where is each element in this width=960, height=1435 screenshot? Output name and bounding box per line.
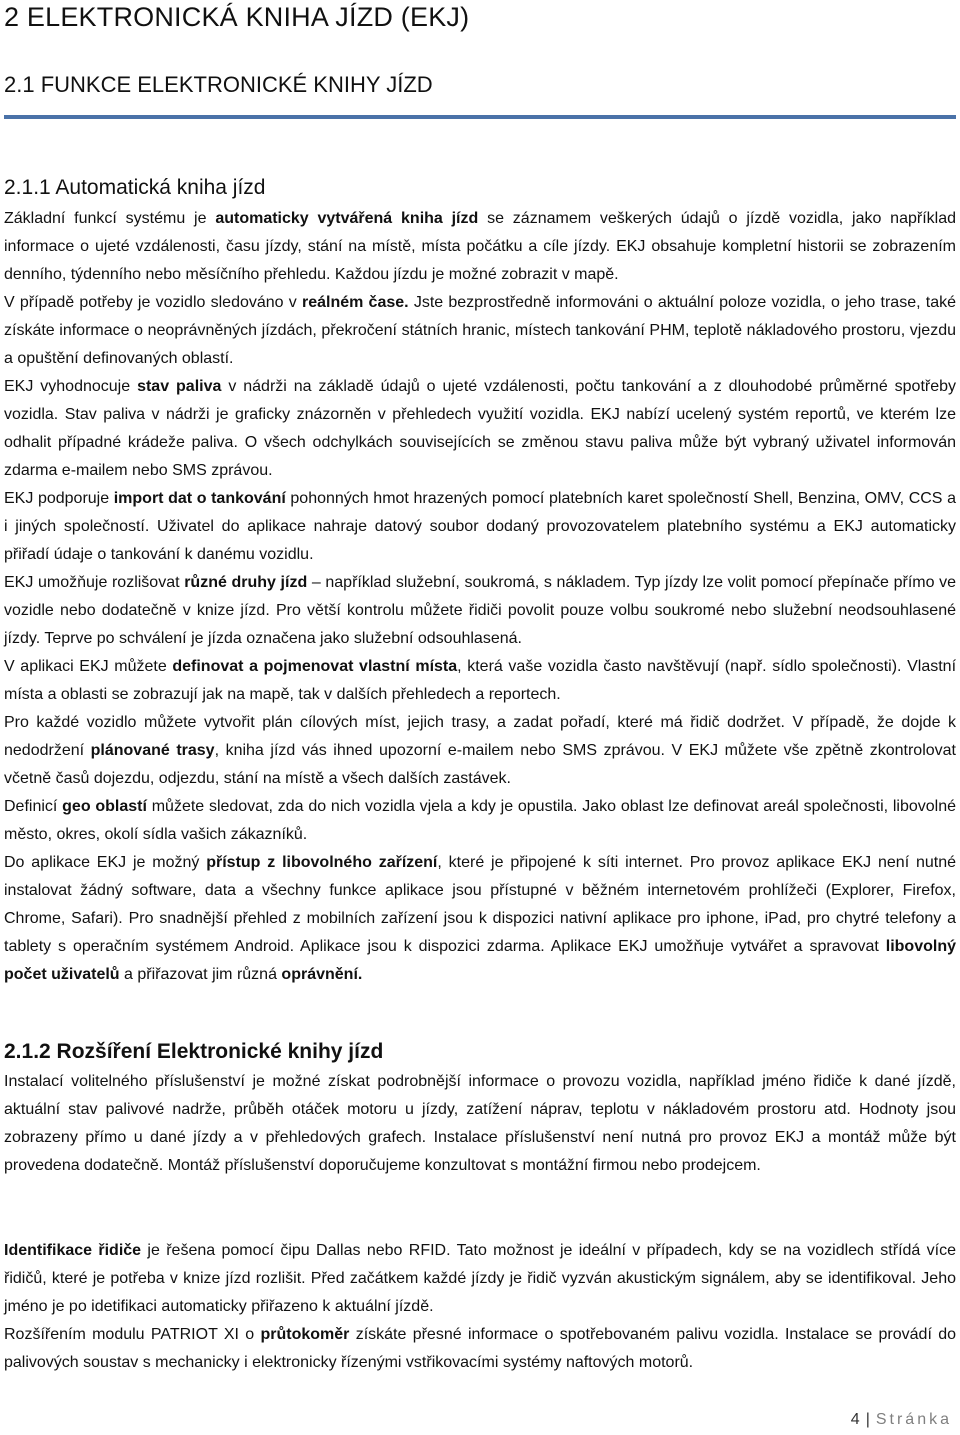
footer-separator: | [865,1411,870,1428]
paragraph [4,205,956,289]
emphasis: průtokoměr [260,1326,350,1343]
text: se záznamem veškerých údajů o jízdě vozidla, jako například informace o ujeté vzdálenosti, času jízdy, stání na místě, místa počátku a cíle jízdy. EKJ obsahuje kompletní historii se zobrazením denního, týdenního nebo měsíčního přehledu. Každou jízdu je možné zobrazit v mapě. [4,210,956,283]
text: V aplikaci EKJ můžete [4,658,173,675]
page-footer [851,1411,952,1429]
text: V případě potřeby je vozidlo sledováno v [4,294,302,311]
emphasis: různé druhy jízd [184,574,308,591]
text: Definicí [4,798,63,815]
section-heading: 2.1 FUNKCE ELEKTRONICKÉ KNIHY JÍZD [4,72,433,97]
emphasis: import dat o tankování [113,490,286,507]
paragraph [4,849,956,989]
paragraph [4,1237,956,1321]
paragraph [4,485,956,569]
emphasis: definovat a pojmenovat vlastní místa [172,658,458,675]
text: EKJ podporuje [4,490,114,507]
text: Základní funkcí systému je [4,210,216,227]
emphasis: plánované trasy [90,742,215,759]
emphasis: Identifikace řidiče [4,1242,142,1259]
subsection-heading-extension: 2.1.2 Rozšíření Elektronické knihy jízd [4,1040,384,1063]
emphasis: oprávnění. [281,966,363,983]
subsection-heading-automatic-log: 2.1.1 Automatická kniha jízd [4,176,266,199]
paragraph [4,1321,956,1377]
text: v nádrži na základě údajů o ujeté vzdálenosti, počtu tankování a z dlouhodobé průměrné spotřeby vozidla. Stav paliva v nádrži je graficky znázorněn v přehledech využití vozidla. EKJ nabízí ucelený systém reportů, ve kterém lze odhalit případné krádeže paliva. O všech odchylkách souvisejících se změnou stavu paliva může být vybraný uživatel informován zdarma e-mailem nebo SMS zprávou. [4,378,957,479]
emphasis: reálném čase. [301,294,409,311]
chapter-heading: 2 ELEKTRONICKÁ KNIHA JÍZD (EKJ) [4,2,470,32]
section-automatic-log-body [4,205,956,989]
section-extension-body-2 [4,1237,956,1377]
text: můžete sledovat, zda do nich vozidla vjela a kdy je opustila. Jako oblast lze definovat areál společnosti, libovolné město, okres, okolí sídla vašich zákazníků. [4,798,957,843]
text: Do aplikace EKJ je možný [4,854,207,871]
page-word: Stránka [875,1411,952,1428]
text: Rozšířením modulu PATRIOT XI o [4,1326,261,1343]
emphasis: automaticky vytvářená kniha jízd [215,210,479,227]
text: Pro každé vozidlo můžete vytvořit plán cílových míst, jejich trasy, a zadat pořadí, které má řidič dodržet. V případě, že dojde k nedodržení [4,714,956,759]
emphasis: přístup z libovolného zařízení [206,854,438,871]
paragraph [4,373,956,485]
text: , které je připojené k síti internet. Pro provoz aplikace EKJ není nutné instalovat žádný software, data a všechny funkce aplikace jsou přístupné v běžném internetovém prohlížeči (Explorer, Firefox, Chrome, Safari). Pro snadnější přehled z mobilních zařízení jsou k dispozici nativní aplikace pro iphone, iPad, pro chytré telefony a tablety s operačním systémem Android. Aplikace jsou k dispozici zdarma. Aplikace EKJ umožňuje vytvářet a spravovat [4,854,957,955]
text: , která vaše vozidla často navštěvují (např. sídlo společnosti). Vlastní místa a oblasti se zobrazují jak na mapě, tak v dalších přehledech a reportech. [4,658,957,703]
text: a přiřazovat jim různá [119,966,282,983]
text: EKJ umožňuje rozlišovat [4,574,185,591]
emphasis: libovolný počet uživatelů [4,938,956,983]
paragraph [4,653,956,709]
paragraph [4,793,956,849]
paragraph [4,569,956,653]
text: – například služební, soukromá, s nákladem. Typ jízdy lze volit pomocí přepínače přímo ve vozidle nebo dodatečně v knize jízd. Pro větší kontrolu můžete řidiči povolit pouze volbu soukromé nebo služební neodsouhlasené jízdy. Teprve po schválení je jízda označena jako služební odsouhlasená. [4,574,957,647]
heading-underline [4,115,956,119]
text: EKJ vyhodnocuje [4,378,138,395]
emphasis: stav paliva [137,378,222,395]
text: , kniha jízd vás ihned upozorní e-mailem nebo SMS zprávou. V EKJ můžete vše zpětně zkontrolovat včetně časů dojezdu, odjezdu, stání na místě a všech dalších zastávek. [4,742,956,787]
emphasis: geo oblastí [62,798,147,815]
page-number: 4 [850,1411,860,1428]
text: pohonných hmot hrazených pomocí platebních karet společností Shell, Benzina, OMV, CCS a i jiných společností. Uživatel do aplikace nahraje datový soubor dodaný provozovatelem platebního systému a EKJ automaticky přiřadí údaje o tankování k danému vozidlu. [4,490,956,563]
text: získáte přesné informace o spotřebovaném palivu vozidla. Instalace se provádí do palivových soustav s mechanicky i elektronicky řízenými vstřikovacími systémy naftových motorů. [4,1326,956,1371]
paragraph [4,709,956,793]
text: je řešena pomocí čipu Dallas nebo RFID. Tato možnost je ideální v případech, kdy se na vozidlech střídá více řidičů, které je potřeba v knize jízd rozlišit. Před začátkem každé jízdy je řidič vyzván akustickým signálem, aby se identifikoval. Jeho jméno je po idetifikaci automaticky přiřazeno k aktuální jízdě. [4,1242,956,1315]
paragraph [4,289,956,373]
paragraph: Instalací volitelného příslušenství je možné získat podrobnější informace o provozu vozidla, například jméno řidiče k dané jízdě, aktuální stav palivové nadrže, průběh otáček motoru u jízdy, zatížení náprav, teplotu v nákladovém prostoru atd. Hodnoty jsou zobrazeny přímo u dané jízdy a v přehledových grafech. Instalace příslušenství není nutná pro provoz EKJ a montáž může být provedena dodatečně. Montáž příslušenství doporučujeme konzultovat s montážní firmou nebo prodejcem. [4,1073,956,1174]
text: Jste bezprostředně informováni o aktuální poloze vozidla, o jeho trase, také získáte informace o neoprávněných jízdách, překročení státních hranic, místech tankování PHM, teplotě nákladového prostoru, vjezdu a opuštění definovaných oblastí. [4,294,956,367]
section-extension-body-1 [4,1068,956,1180]
